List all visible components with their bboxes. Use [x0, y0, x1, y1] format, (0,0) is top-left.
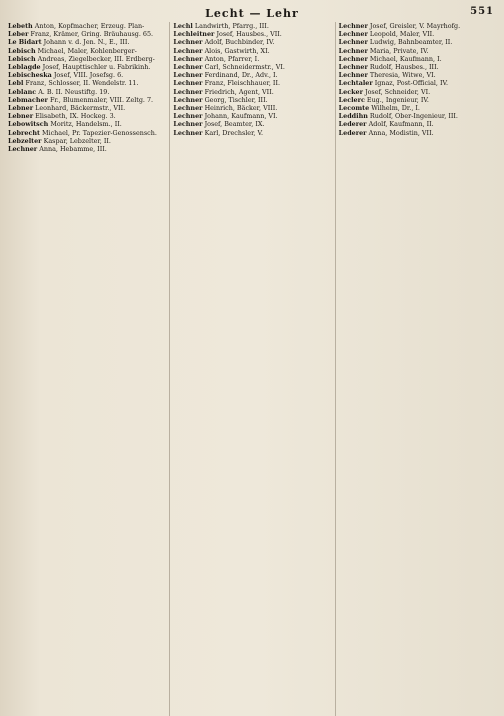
entry-text: Josef, Schneider, VI.	[365, 87, 431, 96]
entry-text: Rudolf, Ober-Ingenieur, III.	[369, 112, 458, 121]
directory-entry	[8, 104, 165, 112]
entry-text: Franz, Krämer, Gring. Bräuhausg. 65.	[30, 30, 154, 39]
entry-name: Lebisch	[8, 46, 36, 55]
entry-text: Michael, Kaufmann, I.	[369, 54, 442, 63]
directory-entry	[339, 22, 496, 30]
entry-text: Rudolf, Hausbes., III.	[369, 63, 439, 72]
entry-name: Lechleitner	[173, 30, 215, 39]
directory-entry	[8, 47, 165, 55]
entry-text: Anna, Modistin, VII.	[368, 128, 434, 137]
entry-name: Lebowitsch	[8, 120, 49, 129]
entry-name: Lechner	[173, 46, 203, 55]
entry-name: Lechner	[338, 63, 368, 72]
directory-entry	[339, 38, 496, 46]
entry-text: Anton, Pfarrer, I.	[204, 54, 260, 63]
entry-text: Ferdinand, Dr., Adv., I.	[204, 71, 278, 80]
entry-name: Lechner	[173, 79, 203, 88]
directory-entry	[8, 55, 165, 63]
directory-entry	[173, 47, 330, 55]
directory-entry	[8, 129, 165, 137]
directory-entry	[8, 79, 165, 87]
entry-name: Lechner	[173, 120, 203, 129]
directory-entry	[8, 22, 165, 30]
entry-name: Lechner	[173, 54, 203, 63]
entry-name: Lechner	[173, 63, 203, 72]
entry-name: Lebeth	[8, 22, 33, 30]
entry-text: Andreas, Ziegelbecker, III. Erdberg-	[37, 54, 155, 63]
directory-entry	[339, 120, 496, 128]
entry-name: Lechner	[173, 104, 203, 113]
directory-entry	[173, 96, 330, 104]
directory-entry	[8, 63, 165, 71]
entry-name: Lebisch	[8, 54, 36, 63]
entry-text: Leonhard, Bäckermstr., VII.	[35, 104, 126, 113]
entry-text: Carl, Schneidermstr., VI.	[204, 63, 285, 72]
directory-entry	[173, 79, 330, 87]
entry-name: Lecomte	[338, 104, 370, 113]
entry-text: Landwirth, Pfarrg., III.	[194, 22, 269, 30]
entry-text: Theresia, Witwe, VI.	[369, 71, 436, 80]
entry-text: Anna, Hebamme, III.	[39, 145, 107, 154]
directory-entry	[8, 71, 165, 79]
entry-text: A. B. II. Neustiftg. 19.	[38, 87, 110, 96]
directory-entry	[339, 129, 496, 137]
directory-entry	[339, 63, 496, 71]
entry-name: Leclerc	[338, 95, 365, 104]
entry-text: Josef, Hausbes., VII.	[216, 30, 282, 39]
directory-entry	[8, 38, 165, 46]
directory-column-2	[169, 22, 330, 716]
entry-text: Franz, Schlosser, II. Wendelstr. 11.	[25, 79, 139, 88]
page-header	[8, 6, 496, 20]
directory-entry	[339, 79, 496, 87]
entry-text: Josef, Greisler, V. Mayrhofg.	[369, 22, 461, 30]
directory-entry	[173, 30, 330, 38]
directory-entry	[339, 96, 496, 104]
directory-entry	[173, 55, 330, 63]
entry-name: Lebl	[8, 79, 24, 88]
entry-text: Leopold, Maler, VII.	[369, 30, 435, 39]
entry-name: Lechner	[338, 30, 368, 39]
entry-text: Johann, Kaufmann, VI.	[204, 112, 278, 121]
entry-text: Kaspar, Lebzelter, II.	[43, 136, 111, 145]
entry-name: Lechl	[173, 22, 193, 30]
entry-text: Josef, Beamter, IX.	[204, 120, 265, 129]
entry-name: Leber	[8, 30, 29, 39]
entry-name: Leblanc	[8, 87, 37, 96]
directory-entry	[339, 71, 496, 79]
entry-name: Lechner	[173, 112, 203, 121]
entry-text: Ludwig, Bahnbeamter, II.	[369, 38, 453, 47]
directory-entry	[339, 47, 496, 55]
entry-text: Elisabeth, IX. Hockeg. 3.	[35, 112, 116, 121]
entry-name: Lebrecht	[8, 128, 40, 137]
directory-entry	[339, 88, 496, 96]
entry-text: Karl, Drechsler, V.	[204, 128, 264, 137]
entry-name: Lechner	[338, 54, 368, 63]
directory-entry	[173, 112, 330, 120]
directory-entry	[8, 112, 165, 120]
entry-name: Lechner	[8, 145, 38, 154]
entry-name: Lebner	[8, 112, 34, 121]
entry-text: Anton, Kopfmacher, Erzeug. Plan-	[34, 22, 145, 30]
directory-entry	[173, 71, 330, 79]
entry-text: Ignaz, Post-Official, IV.	[374, 79, 449, 88]
directory-entry	[173, 63, 330, 71]
entry-name: Lebzelter	[8, 136, 42, 145]
entry-name: Lechner	[173, 87, 203, 96]
entry-name: Lechner	[173, 71, 203, 80]
entry-text: Eug., Ingenieur, IV.	[366, 95, 429, 104]
entry-name: Lechner	[338, 22, 368, 30]
directory-entry	[173, 88, 330, 96]
entry-name: Lecker	[338, 87, 363, 96]
entry-name: Lechner	[173, 128, 203, 137]
directory-entry	[8, 120, 165, 128]
directory-entry	[8, 30, 165, 38]
entry-text: Maria, Private, IV.	[369, 46, 429, 55]
entry-text: Heinrich, Bäcker, VIII.	[204, 104, 278, 113]
entry-text: Adolf, Buchbinder, IV.	[204, 38, 275, 47]
entry-text: Moritz, Handelsm., II.	[50, 120, 122, 129]
directory-entry	[173, 120, 330, 128]
entry-text: Fr., Blumenmaler, VIII. Zeltg. 7.	[49, 95, 154, 104]
running-head: Lecht — Lehr	[205, 6, 299, 20]
directory-entry	[339, 55, 496, 63]
directory-entry	[173, 38, 330, 46]
directory-entry	[173, 104, 330, 112]
directory-entry	[8, 88, 165, 96]
entry-text: Michael, Pr. Tapezier-Genossensch.	[42, 128, 157, 137]
entry-name: Lechtaler	[338, 79, 373, 88]
directory-column-1	[8, 22, 165, 716]
entry-text: Wilhelm, Dr., I.	[371, 104, 420, 113]
entry-name: Lechner	[173, 95, 203, 104]
entry-text: Adolf, Kaufmann, II.	[368, 120, 434, 129]
entry-name: Lederer	[338, 128, 367, 137]
directory-entry	[8, 145, 165, 153]
entry-text: Josef, Haupttischler u. Fabrikinh.	[42, 63, 151, 72]
entry-text: Johann v. d. Jen. N., E., III.	[43, 38, 130, 47]
entry-text: Michael, Maler, Kohlenberger-	[37, 46, 137, 55]
entry-text: Friedrich, Agent, VII.	[204, 87, 274, 96]
directory-entry	[339, 30, 496, 38]
entry-text: Josef, VIII. Josefsg. 6.	[53, 71, 124, 80]
entry-text: Franz, Fleischhauer, II.	[204, 79, 281, 88]
directory-column-3	[335, 22, 496, 716]
entry-text: Georg, Tischler, III.	[204, 95, 268, 104]
entry-name: Leblagde	[8, 63, 41, 72]
entry-text: Alois, Gastwirth, XI.	[204, 46, 270, 55]
entry-name: Lebmacher	[8, 95, 48, 104]
directory-entry	[339, 112, 496, 120]
entry-name: Lechner	[338, 38, 368, 47]
page-number: 551	[470, 6, 494, 17]
directory-entry	[339, 104, 496, 112]
entry-name: Leddihn	[338, 112, 368, 121]
directory-entry	[8, 137, 165, 145]
directory-entry	[8, 96, 165, 104]
entry-name: Lechner	[338, 46, 368, 55]
directory-entry	[173, 129, 330, 137]
entry-name: Le Bidart	[8, 38, 42, 47]
entry-name: Lechner	[173, 38, 203, 47]
entry-name: Lebner	[8, 104, 34, 113]
entry-name: Lechner	[338, 71, 368, 80]
directory-entry	[173, 22, 330, 30]
entry-name: Lederer	[338, 120, 367, 129]
entry-name: Lebischeska	[8, 71, 52, 80]
directory-columns	[8, 22, 496, 716]
